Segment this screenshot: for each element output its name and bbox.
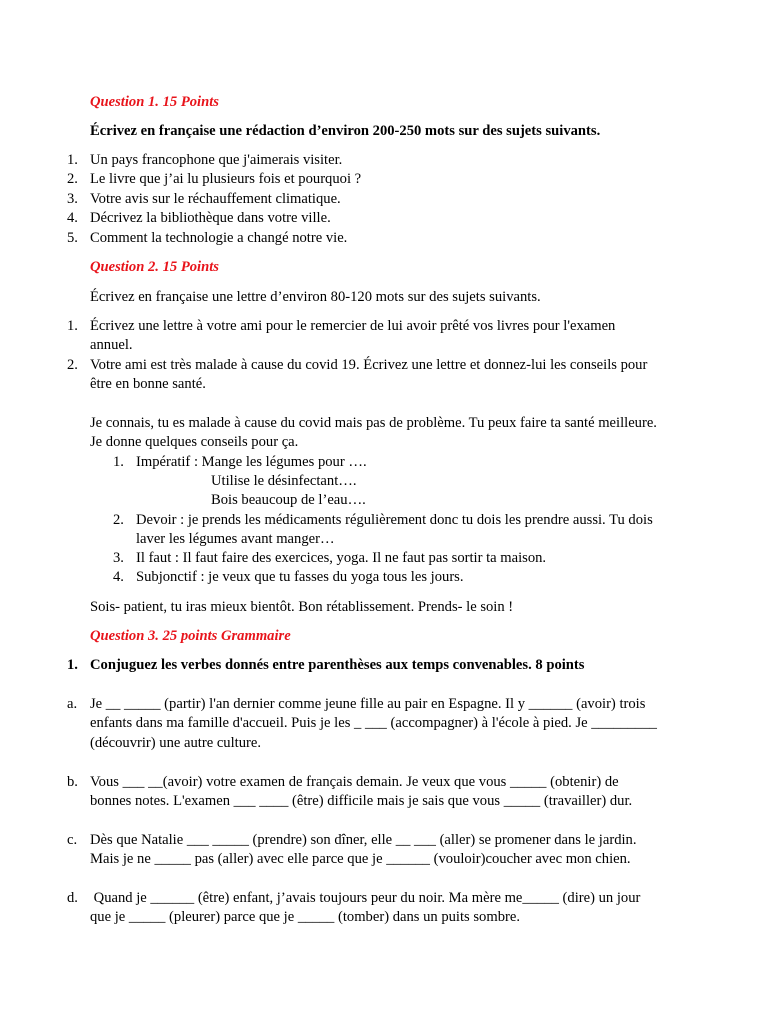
advice-continued: Bois beaucoup de l’eau….	[211, 492, 366, 508]
list-number: 3.	[113, 550, 124, 566]
exercise-line: (découvrir) une autre culture.	[90, 735, 261, 751]
exercise-line: Quand je ______ (être) enfant, j’avais toujours peur du noir. Ma mère me_____ (dire) un jour	[90, 890, 641, 906]
task-number: 1.	[67, 657, 78, 673]
list-number: 1.	[67, 318, 78, 334]
question-2-title: Question 2. 15 Points	[90, 259, 219, 275]
advice-continued: Utilise le désinfectant….	[211, 473, 357, 489]
exercise-letter: c.	[67, 832, 78, 848]
list-number: 1.	[67, 152, 78, 168]
list-text: Un pays francophone que j'aimerais visiter.	[90, 152, 343, 168]
list-number: 2.	[67, 357, 78, 373]
list-text: Subjonctif : je veux que tu fasses du yoga tous les jours.	[136, 569, 464, 585]
list-number: 2.	[67, 171, 78, 187]
question-3-title: Question 3. 25 points Grammaire	[90, 628, 291, 644]
list-number: 2.	[113, 512, 124, 528]
list-text: Comment la technologie a changé notre vie.	[90, 230, 348, 246]
answer-paragraph-continued: Je donne quelques conseils pour ça.	[90, 434, 299, 450]
exercise-letter: b.	[67, 774, 78, 790]
closing-sentence: Sois- patient, tu iras mieux bientôt. Bon rétablissement. Prends- le soin !	[90, 599, 514, 615]
exercise-line: Mais je ne _____ pas (aller) avec elle parce que je ______ (vouloir)coucher avec mon chien.	[90, 851, 631, 867]
list-text: Décrivez la bibliothèque dans votre ville.	[90, 210, 331, 226]
exercise-letter: d.	[67, 890, 78, 906]
list-text: Le livre que j’ai lu plusieurs fois et pourquoi ?	[90, 171, 362, 187]
list-number: 5.	[67, 230, 78, 246]
list-number: 1.	[113, 454, 124, 470]
list-number: 4.	[67, 210, 78, 226]
exercise-line: Dès que Natalie ___ _____ (prendre) son dîner, elle __ ___ (aller) se promener dans le jardin.	[90, 832, 637, 848]
question-2-instruction: Écrivez en françaisе une lettre d’environ 80-120 mots sur des sujets suivants.	[90, 289, 541, 305]
answer-paragraph: Je connais, tu es malade à cause du covid mais pas de problème. Tu peux faire ta santé meilleure.	[90, 415, 657, 431]
task-text: Conjuguez les verbes donnés entre parenthèses aux temps convenables. 8 points	[90, 657, 585, 673]
question-1-instruction: Écrivez en française une rédaction d’environ 200-250 mots sur des sujets suivants.	[90, 123, 601, 139]
exercise-line: Vous ___ __(avoir) votre examen de français demain. Je veux que vous _____ (obtenir) de	[90, 774, 619, 790]
list-text: Écrivez une lettre à votre ami pour le remercier de lui avoir prêté vos livres pour l'examen	[90, 318, 616, 334]
list-text-continued: annuel.	[90, 337, 133, 353]
list-number: 3.	[67, 191, 78, 207]
exercise-line: que je _____ (pleurer) parce que je _____ (tomber) dans un puits sombre.	[90, 909, 520, 925]
question-1-title: Question 1. 15 Points	[90, 94, 219, 110]
list-text: Devoir : je prends les médicaments régulièrement donc tu dois les prendre aussi. Tu dois	[136, 512, 653, 528]
list-text-continued: être en bonne santé.	[90, 376, 206, 392]
list-text: Votre ami est très malade à cause du covid 19. Écrivez une lettre et donnez-lui les conseils pour	[90, 357, 648, 373]
list-text: Il faut : Il faut faire des exercices, yoga. Il ne faut pas sortir ta maison.	[136, 550, 547, 566]
exercise-line: enfants dans ma famille d'accueil. Puis je les _ ___ (accompagner) à l'école à pied. Je _________	[90, 715, 657, 731]
exercise-letter: a.	[67, 696, 78, 712]
exercise-line: Je __ _____ (partir) l'an dernier comme jeune fille au pair en Espagne. Il y ______ (avoir) trois	[90, 696, 646, 712]
list-number: 4.	[113, 569, 124, 585]
list-text: Impératif : Mange les légumes pour ….	[136, 454, 367, 470]
list-text-continued: laver les légumes avant manger…	[136, 531, 335, 547]
list-text: Votre avis sur le réchauffement climatique.	[90, 191, 341, 207]
exercise-line: bonnes notes. L'examen ___ ____ (être) difficile mais je sais que vous _____ (travailler) dur.	[90, 793, 633, 809]
